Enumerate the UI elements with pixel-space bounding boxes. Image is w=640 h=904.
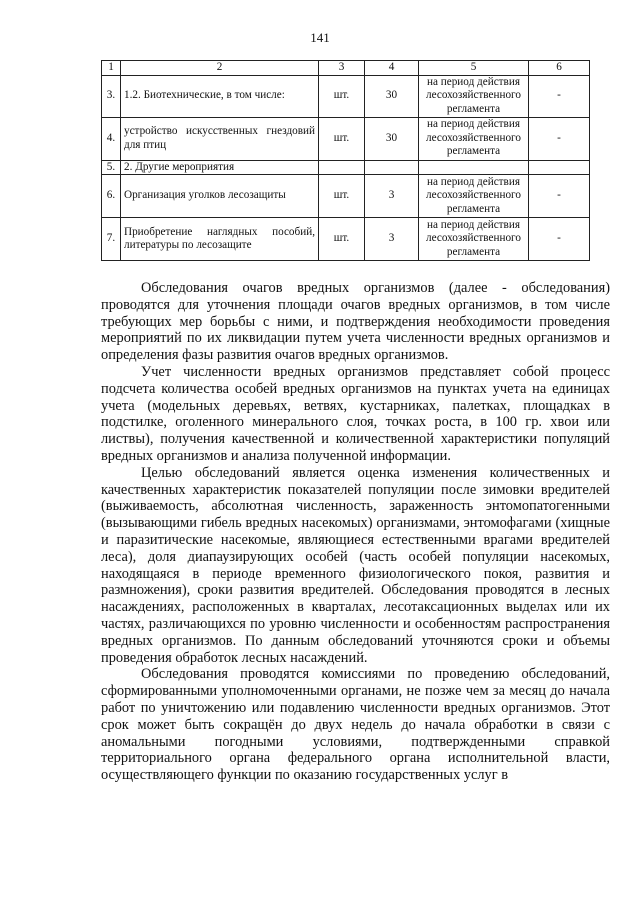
row-number: 7.: [102, 218, 121, 261]
header-cell: 1: [102, 61, 121, 76]
quantity-cell: [365, 160, 419, 175]
term-cell: на период действия лесохозяйственного регламента: [419, 218, 529, 261]
note-cell: -: [529, 75, 590, 117]
header-cell: 2: [121, 61, 319, 76]
table-row: [102, 160, 590, 175]
paragraph: Целью обследований является оценка изменения количественных и качественных характеристик показателей популяции после зимовки вредителей (выживаемость, абсолютная численность, зараженность энтомопатогенными (вызывающими гибель вредных насекомых) организмами, энтомофагами (хищные и паразитические насекомые, являющиеся естественными врагами вредителей леса), доля диапаузирующих особей (часть особей популяции насекомых, находящаяся в периоде временного физиологического покоя, развития и размножения), сроки развития вредителей. Обследования проводятся в лесных насаждениях, расположенных в кварталах, лесотаксационных выделах или их частях, различающихся по уровню численности и особенностям распространения вредных организмов. По данным обследований уточняются сроки и объемы проведения обработок лесных насаждений.: [101, 464, 610, 666]
unit-cell: шт.: [319, 218, 365, 261]
quantity-cell: 3: [365, 175, 419, 218]
header-cell: 5: [419, 61, 529, 76]
paragraph: Обследования очагов вредных организмов (далее - обследования) проводятся для уточнения площади очагов вредных организмов, в том числе требующих мер борьбы с ними, и подтверждения необходимости проведения мероприятий по их ликвидации путем учета численности вредных организмов и определения фазы развития очагов вредных организмов.: [101, 280, 610, 364]
quantity-cell: 30: [365, 117, 419, 160]
measure-name: 2. Другие мероприятия: [121, 160, 319, 175]
quantity-cell: 30: [365, 75, 419, 117]
unit-cell: шт.: [319, 175, 365, 218]
table-row: [102, 75, 590, 117]
measure-name: 1.2. Биотехнические, в том числе:: [121, 75, 319, 117]
paragraph: Обследования проводятся комиссиями по проведению обследований, сформированными уполномоченными органами, не позже чем за месяц до начала работ по уничтожению или подавлению численности вредных организмов. Этот срок может быть сокращён до двух недель до начала обработки в связи с аномальными погодными условиями, подтвержденными справкой территориального органа федерального органа исполнительной власти, осуществляющего функции по оказанию государственных услуг в: [101, 666, 610, 784]
unit-cell: [319, 160, 365, 175]
table-header-row: [102, 61, 590, 76]
measure-name: устройство искусственных гнездовий для птиц: [121, 117, 319, 160]
term-cell: на период действия лесохозяйственного регламента: [419, 175, 529, 218]
note-cell: -: [529, 117, 590, 160]
table-row: [102, 218, 590, 261]
quantity-cell: 3: [365, 218, 419, 261]
row-number: 6.: [102, 175, 121, 218]
table-row: [102, 175, 590, 218]
header-cell: 4: [365, 61, 419, 76]
body-text: [101, 280, 610, 784]
measures-table: [101, 60, 590, 261]
table-row: [102, 117, 590, 160]
row-number: 4.: [102, 117, 121, 160]
unit-cell: шт.: [319, 75, 365, 117]
note-cell: [529, 160, 590, 175]
term-cell: на период действия лесохозяйственного регламента: [419, 75, 529, 117]
measure-name: Организация уголков лесозащиты: [121, 175, 319, 218]
row-number: 5.: [102, 160, 121, 175]
header-cell: 3: [319, 61, 365, 76]
page-number: 141: [310, 30, 330, 45]
header-cell: 6: [529, 61, 590, 76]
measure-name: Приобретение наглядных пособий, литературы по лесозащите: [121, 218, 319, 261]
note-cell: -: [529, 218, 590, 261]
paragraph: Учет численности вредных организмов представляет собой процесс подсчета количества особей вредных организмов на пунктах учета на единицах учета (модельных деревьях, ветвях, кустарниках, палетках, площадках в подстилке, оголенного минерального слоя, точках роста, в 100 гр. хвои или листвы), получения качественной и количественной характеристики популяций вредных организмов и анализа полученной информации.: [101, 363, 610, 464]
term-cell: [419, 160, 529, 175]
unit-cell: шт.: [319, 117, 365, 160]
term-cell: на период действия лесохозяйственного регламента: [419, 117, 529, 160]
row-number: 3.: [102, 75, 121, 117]
note-cell: -: [529, 175, 590, 218]
